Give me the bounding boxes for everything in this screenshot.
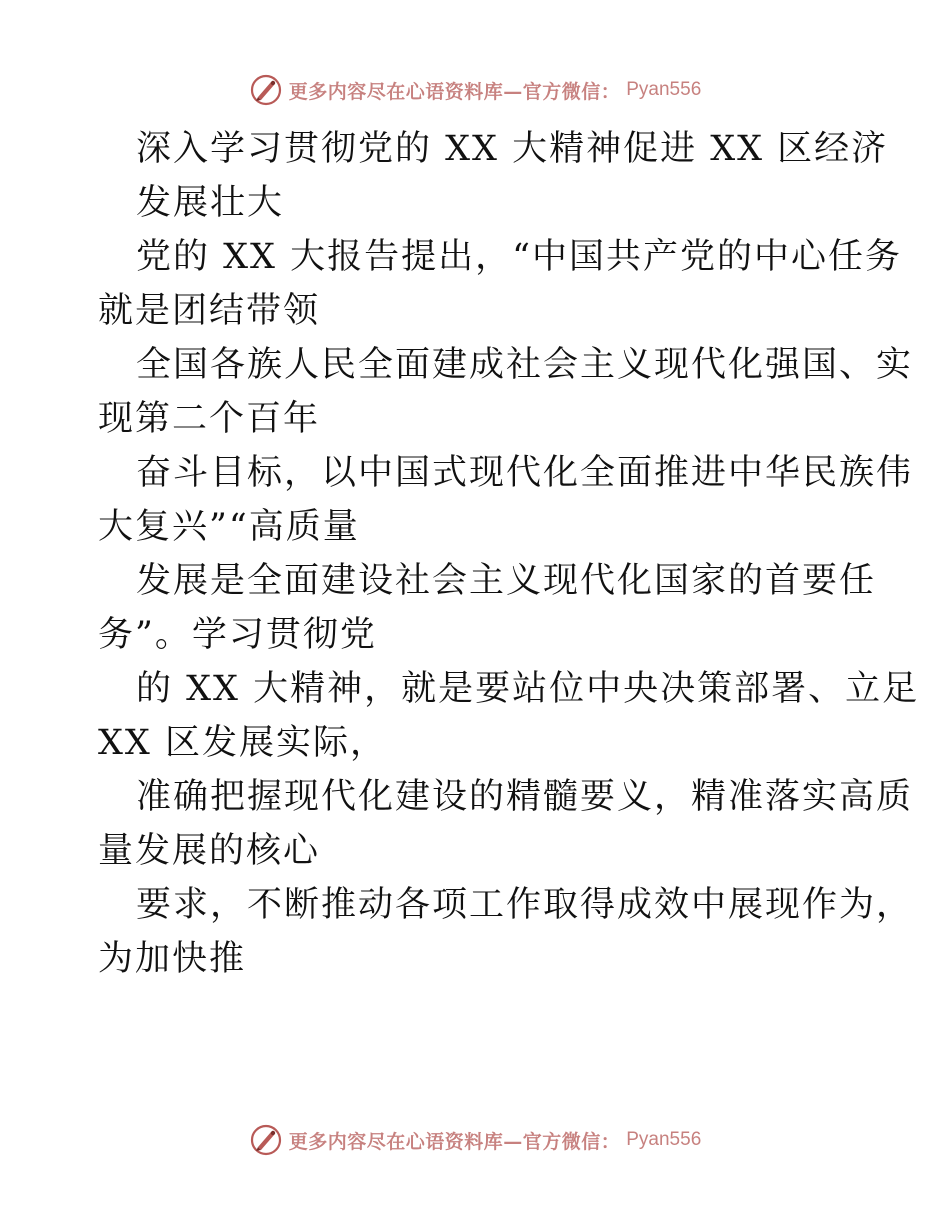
watermark-text: 更多内容尽在心语资料库—官方微信： bbox=[288, 80, 621, 103]
footer-watermark bbox=[0, 1120, 950, 1160]
text-line: 发展是全面建设社会主义现代化国家的首要任 bbox=[136, 561, 877, 601]
header-watermark bbox=[0, 70, 950, 110]
title-line-2: 发展壮大 bbox=[136, 183, 285, 223]
text-line: 党的 XX 大报告提出，“中国共产党的中心任务 bbox=[136, 237, 902, 277]
text-line: 要求，不断推动各项工作取得成效中展现作为， bbox=[136, 885, 914, 925]
text-line: 的 XX 大精神，就是要站位中央决策部署、立足 bbox=[136, 669, 920, 709]
text-line: 现第二个百年 bbox=[98, 399, 321, 439]
text-line: 大复兴”“高质量 bbox=[98, 507, 360, 547]
text-line: 为加快推 bbox=[98, 939, 247, 979]
text-line: 全国各族人民全面建成社会主义现代化强国、实 bbox=[136, 345, 914, 385]
watermark-wechat-id: Pyan556 bbox=[626, 79, 702, 100]
logo-icon bbox=[249, 1123, 283, 1157]
text-line: 奋斗目标，以中国式现代化全面推进中华民族伟 bbox=[136, 453, 914, 493]
document-body bbox=[98, 122, 920, 986]
watermark-text: 更多内容尽在心语资料库—官方微信： bbox=[288, 1130, 621, 1153]
text-line: 准确把握现代化建设的精髓要义，精准落实高质 bbox=[136, 777, 914, 817]
text-line: XX 区发展实际， bbox=[98, 723, 387, 763]
text-line: 就是团结带领 bbox=[98, 291, 321, 331]
title-line-1: 深入学习贯彻党的 XX 大精神促进 XX 区经济 bbox=[136, 129, 889, 169]
text-line: 务”。学习贯彻党 bbox=[98, 615, 377, 655]
logo-icon bbox=[249, 73, 283, 107]
text-line: 量发展的核心 bbox=[98, 831, 321, 871]
watermark-wechat-id: Pyan556 bbox=[626, 1129, 702, 1150]
